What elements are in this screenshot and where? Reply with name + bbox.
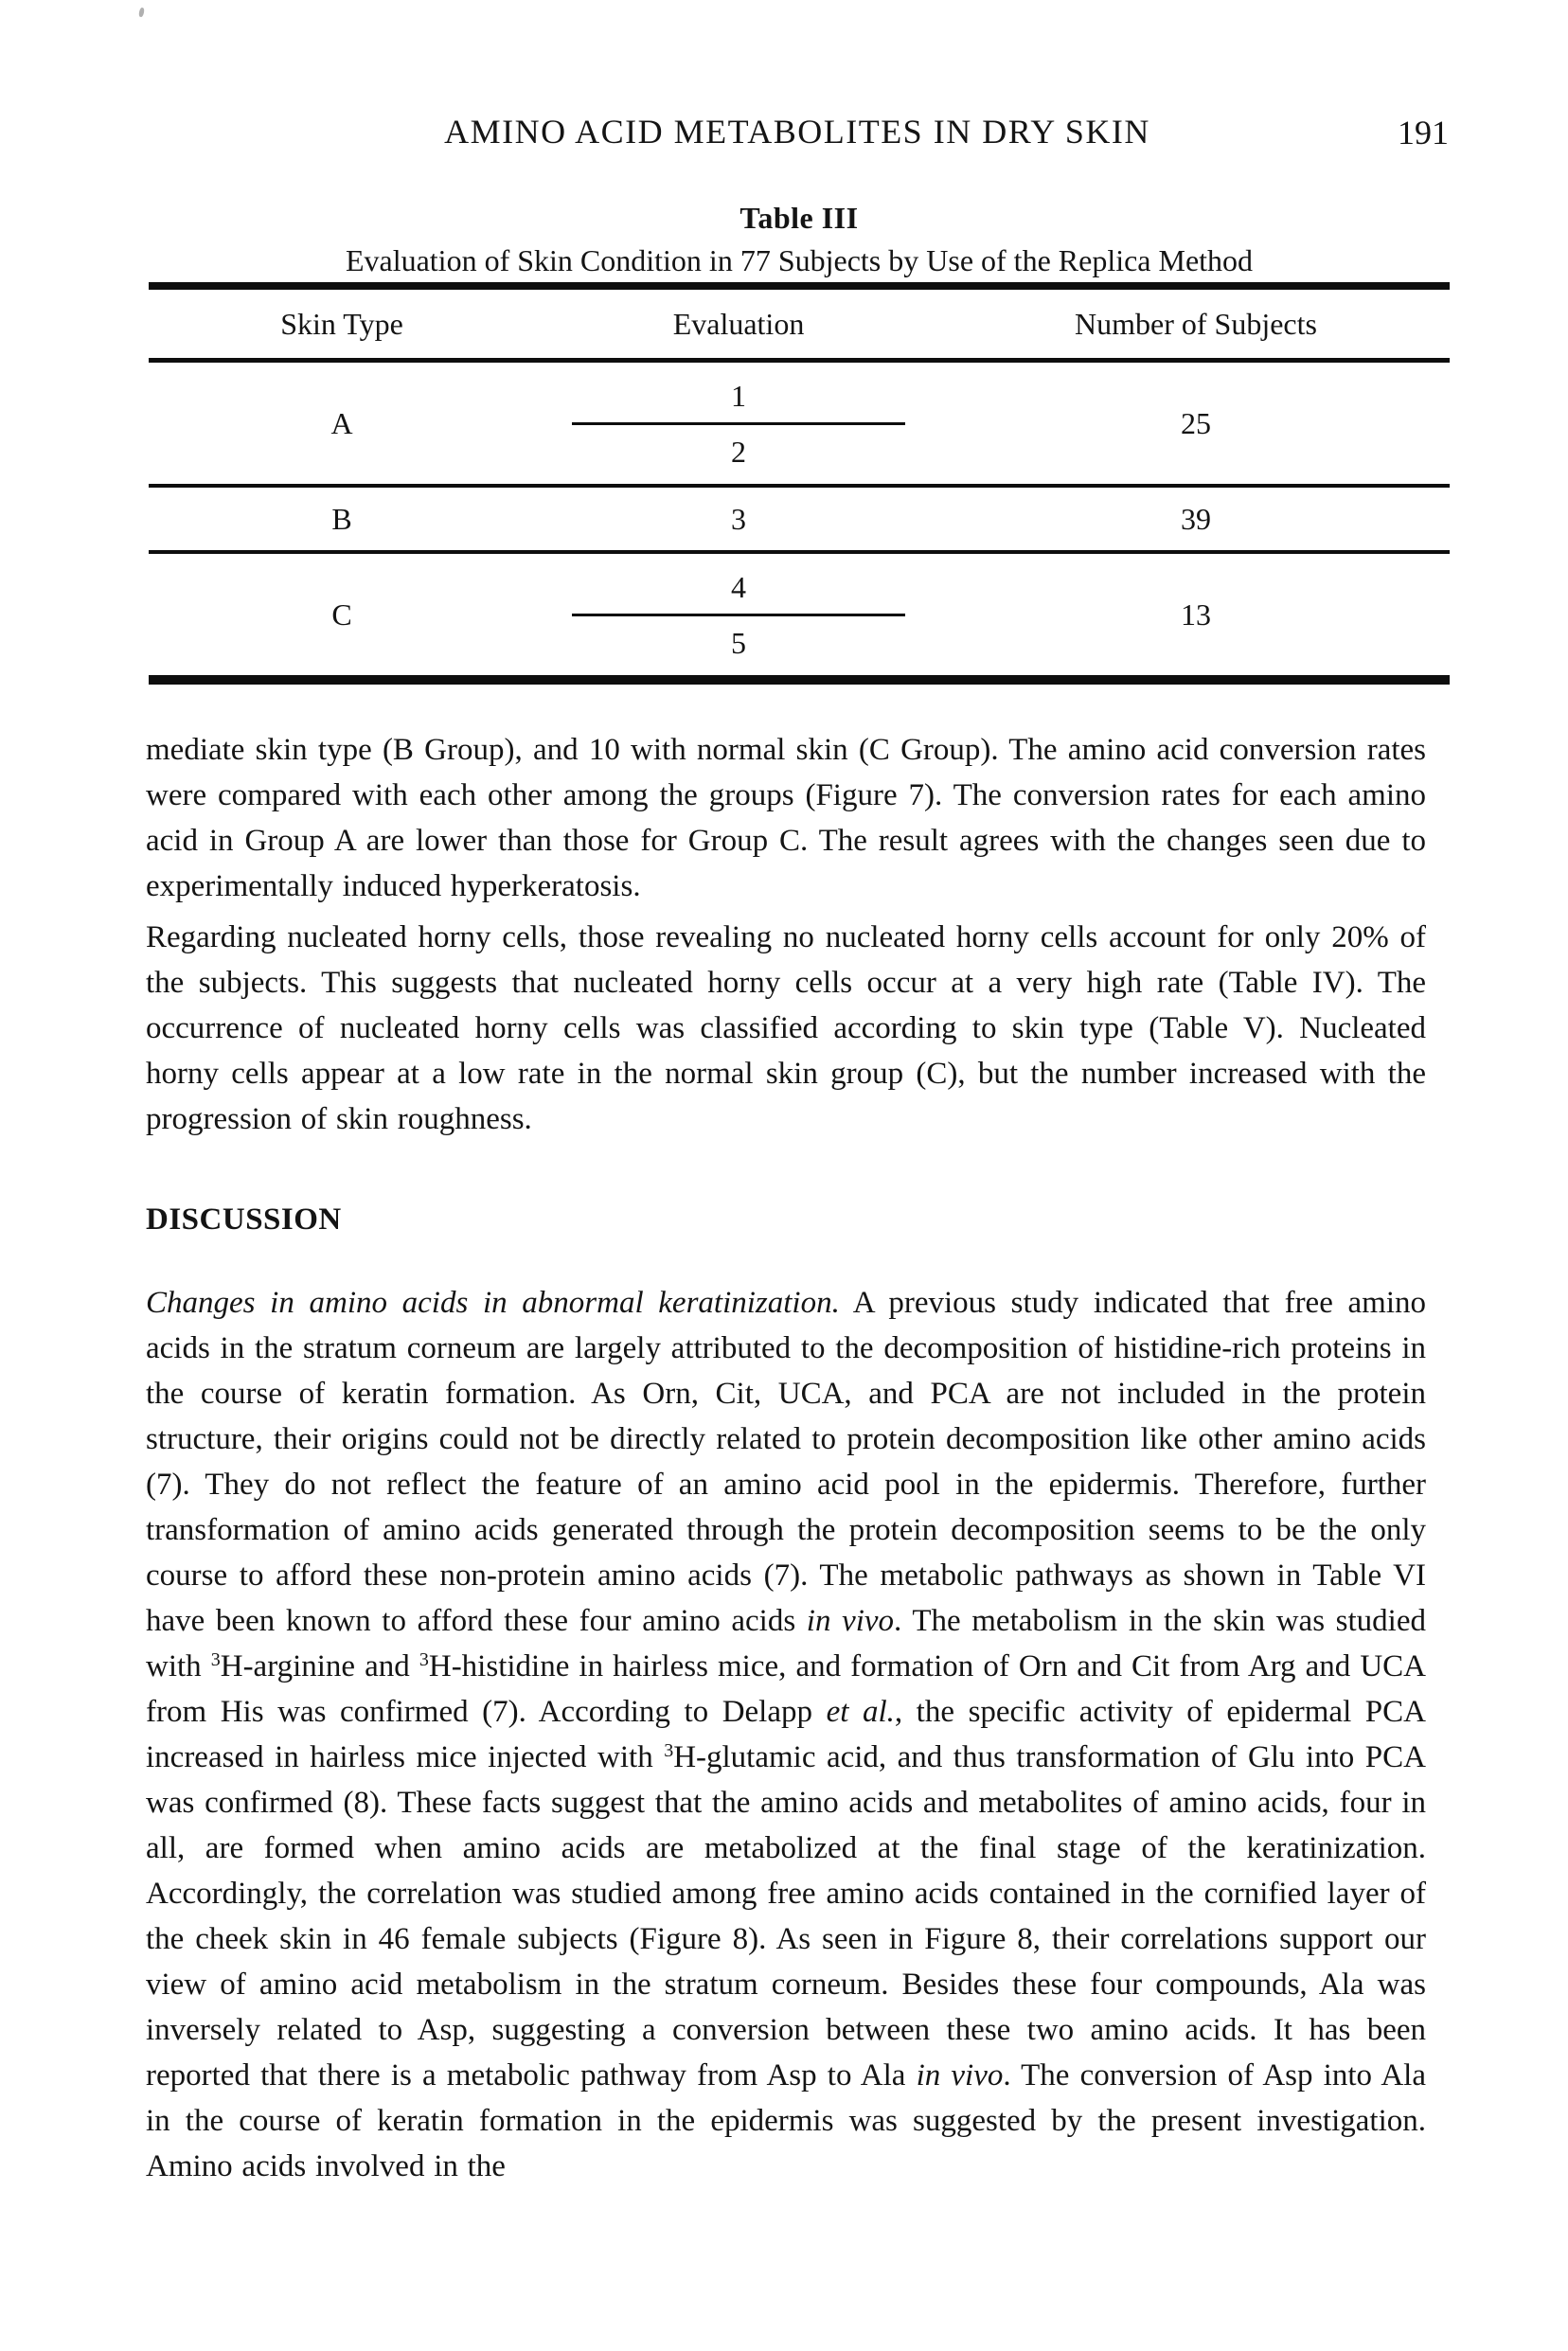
text-segment: . The conversion of Asp into Ala in the course of keratin formation in the epidermis was suggested by the present investigation. Amino acids involved in the [146,2058,1426,2183]
table-caption [149,201,1450,278]
page-number: 191 [1398,114,1449,151]
table-row [149,488,1450,554]
italic-segment: et al. [826,1695,895,1729]
evaluation-cell [572,567,905,663]
text-segment: , the specific activity of epidermal PCA increased in hairless mice injected with [146,1695,1427,1774]
run-in-subheading: Changes in amino acids in abnormal keratinization. [146,1286,840,1320]
skin-type-cell: C [331,597,352,632]
italic-segment: in vivo [916,2058,1004,2093]
evaluation-value: 2 [731,434,746,469]
superscript-3: 3 [664,1740,674,1761]
running-title: AMINO ACID METABOLITES IN DRY SKIN [444,113,1150,151]
table-label: Table III [739,201,859,235]
evaluation-value: 5 [731,625,746,660]
body-paragraph: mediate skin type (B Group), and 10 with normal skin (C Group). The amino acid conversion rates were compared with each other among the groups (Figure 7). The conversion rates for each amino acid in Group A are lower than those for Group C. The result agrees with the changes seen due to experimentally induced hyperkeratosis. [146,733,1426,903]
evaluation-range [572,376,905,472]
subjects-cell: 13 [1181,597,1211,632]
section-heading: DISCUSSION [146,1202,342,1237]
body-paragraph: Regarding nucleated horny cells, those revealing no nucleated horny cells account for only 20% of the subjects. This suggests that nucleated horny cells occur at a very high rate (Table IV). The occurrence of nucleated horny cells was classified according to skin type (Table V). Nucleated horny cells appear at a low rate in the normal skin group (C), but the number increased with the progression of skin roughness. [146,920,1426,1136]
evaluation-value: 1 [731,378,746,413]
column-header-number-of-subjects: Number of Subjects [1075,306,1317,341]
superscript-3: 3 [210,1649,221,1670]
discussion-paragraph [146,1280,1426,2189]
table-header-row [149,290,1450,363]
evaluation-range-line [572,614,905,616]
evaluation-range-line [572,422,905,425]
column-header-evaluation: Evaluation [672,306,805,341]
evaluation-cell [572,376,905,472]
text-segment: . The metabolism in the skin was studied with [146,1604,1426,1683]
subjects-cell: 25 [1181,405,1211,440]
subjects-cell: 39 [1181,501,1211,536]
table-row [149,363,1450,488]
evaluation-cell: 3 [731,501,746,536]
text-segment: H-arginine and [220,1649,419,1683]
superscript-3: 3 [419,1649,429,1670]
scan-artifact [138,8,145,18]
evaluation-range [572,567,905,663]
text-segment: H-glutamic acid, and thus transformation of Glu into PCA was confirmed (8). These facts suggest that the amino acids and metabolites of amino acids, four in all, are formed when amino acids are metabolized at the final stage of the keratinization. Accordingly, the correlation was studied among free amino acids contained in the cornified layer of the cheek skin in 46 female subjects (Figure 8). As seen in Figure 8, their correlations support our view of amino acid metabolism in the stratum corneum. Besides these four compounds, Ala was inversely related to Asp, suggesting a conversion between these two amino acids. It has been reported that there is a metabolic pathway from Asp to Ala [146,1740,1426,2093]
text-segment: A previous study indicated that free amino acids in the stratum corneum are largely attributed to the decomposition of histidine-rich proteins in the course of keratin formation. As Orn, Cit, UCA, and PCA are not included in the protein structure, their origins could not be directly related to protein decomposition like other amino acids (7). They do not reflect the feature of an amino acid pool in the epidermis. Therefore, further transformation of amino acids generated through the protein decomposition seems to be the only course to afford these non-protein amino acids (7). The metabolic pathways as shown in Table VI have been known to afford these four amino acids [146,1286,1426,1638]
table-row [149,554,1450,675]
skin-type-cell: B [331,501,352,536]
text-segment: H-histidine in hairless mice, and formation of Orn and Cit from Arg and UCA from His was confirmed (7). According to Delapp [146,1649,1426,1729]
table-caption-text: Evaluation of Skin Condition in 77 Subjects by Use of the Replica Method [345,243,1254,277]
evaluation-value: 4 [731,569,746,604]
skin-type-cell: A [330,405,353,440]
column-header-skin-type: Skin Type [280,306,403,341]
italic-segment: in vivo [806,1604,895,1638]
page-header [146,112,1449,157]
table [149,282,1450,685]
